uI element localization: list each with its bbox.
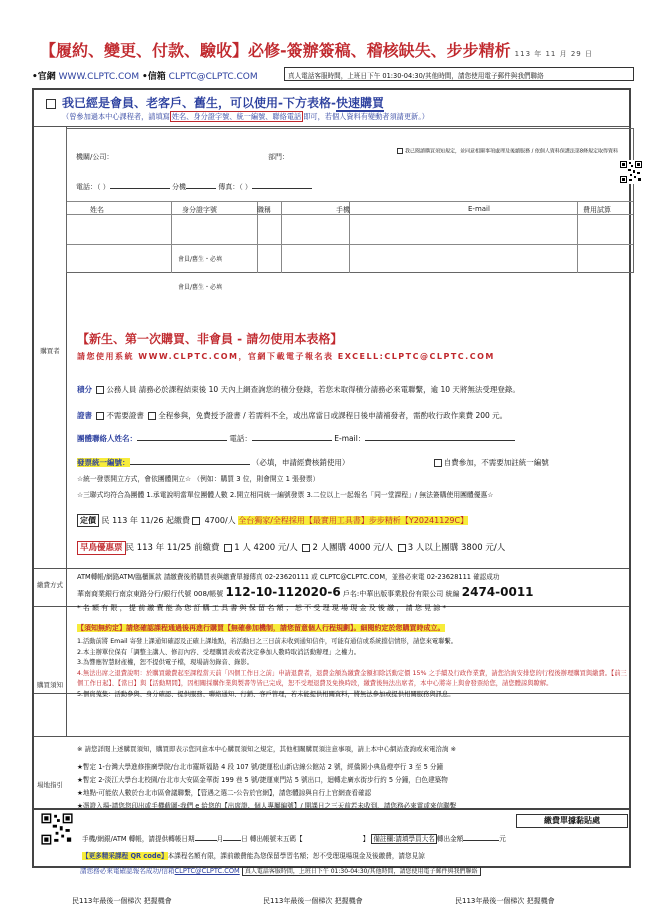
price-row: 定價 民 113 年 11/26 起繳費 4700/人 全台獨家/全程採用【最實用工具書】步步精析【Y20241129C】 (77, 515, 468, 526)
notice-list (77, 637, 627, 700)
notice-section-label: 購買須知 (37, 681, 63, 689)
venue-item: ★暫定 1-台灣大學進修推廣學院/台北市羅斯福路 4 段 107 號/捷運松山新店線公館站 2 號，經僑園小典島燈亭行 3 至 5 分鐘 (77, 763, 444, 771)
no-cert-checkbox[interactable] (96, 412, 104, 420)
new-buyer-subtitle: 請您使用系統 WWW.CLPTC.COM，官網下載電子報名表 EXCELL:CLPTC@CLPTC.COM (77, 352, 495, 361)
qr-line: 【更多精采課程 QR code】本課程名額有限，課前繳費能為您保留學習名額；恕不受理現場現金及後繳費，請您見諒 (82, 852, 425, 860)
consent-checkbox-label[interactable]: 我已閱讀購買須知規定，並同意相關事項處理及後續服務 / 依個人資料保護法第8條規定取得資料 (395, 148, 620, 162)
payment-line-3: * 名 額 有 限 ， 提 前 繳 費 能 為 您 訂 購 工 具 書 與 保 留 名 額 ； 恕 不 受 理 現 場 現 金 及 後 繳 ， 請 您 見 諒 * (77, 604, 447, 612)
venue-item: ★地點-可能依人數於台北市區會議聯繫，【管遇之選二-公告於官網】，請您體諒與自行上官網查看確認 (77, 789, 372, 797)
dept-field-label: 部門： (268, 153, 289, 161)
notice-item: 5.個資蒐集：活動參與、身分確認、提供服務、聯絡通知、行銷、客戶管理，若未能提供相關資料，將無法參加或提供相關服務與訊息。 (77, 690, 455, 698)
footer-note-2: 民113年最後一個梯次 把握機會 (263, 897, 363, 905)
org-field-label: 機關/公司： (76, 153, 114, 161)
early-1-checkbox[interactable] (224, 544, 232, 552)
venue-item: ★暫定 2-淡江大學台北校園/台北市大安區金華街 199 巷 5 號/捷運東門站 5 號出口，迴轉走廣水街步行約 5 分鐘，白色建築物 (77, 776, 448, 784)
col-mobile: 手機 (336, 206, 350, 214)
proof-title: 繳費單據黏貼處 (516, 814, 628, 828)
row-label-2: 會員/舊生・必填 (178, 284, 223, 291)
email-link[interactable]: CLPTC@CLPTC.COM (168, 72, 258, 82)
group-contact-row: 團體聯絡人姓名： 電話： E-mail： (77, 433, 515, 444)
contact-info: •官網 WWW.CLPTC.COM •信箱 CLPTC@CLPTC.COM (32, 72, 258, 82)
cert-checkbox[interactable] (148, 412, 156, 420)
col-name: 姓名 (90, 206, 104, 214)
notice-item: 1.活動前將 Email 寄發上課通知確認及正確上課地點，若活動日之三日前未收到通知信件，可能有通信或系統擋信情形，請您來電聯繫。 (77, 638, 458, 645)
buyer-section-label: 購買者 (40, 347, 60, 355)
payment-section-label: 繳費方式 (37, 581, 63, 589)
footer-note-1: 民113年最後一個梯次 把握機會 (72, 897, 172, 905)
bank-account: 112-10-112020-6 (225, 585, 341, 599)
cert-row: 證書 不需要證書 全程參與，免費授予證書 / 若需料不全，或出席當日或課程日後申請補發者，需酌收行政作業費 200 元。 (77, 411, 508, 420)
member-section-title: 我已經是會員、老客戶、舊生，可以使用-下方表格-快速購買 (46, 94, 384, 111)
notice-head: 【須知無約定】請您確認課程通過後再進行購買【無確參加機制，請您留意個人行程規劃】。細閱約定於您購買時成立。 (77, 624, 445, 632)
points-checkbox[interactable] (96, 386, 104, 394)
invoice-note-2: ☆三聯式均符合為團體 1.承電說明當單位團體人數 2.開立相同統一編號發票 3.二位以上一起報名「同一堂課程」/ 無法簽購使用團體優惠☆ (77, 491, 494, 499)
transfer-line: 手機/網銀/ATM 轉帳，請提供轉帳日期 月 日 轉出帳號末五碼【 】 備註欄:請填學員大名 轉出金額 元 (82, 835, 506, 843)
col-email: E-mail (468, 205, 490, 213)
self-pay-checkbox[interactable] (434, 459, 442, 467)
invoice-note-1: ☆統一發票開立方式，會依團體開立☆ （例如：購買 3 位，則會開立 1 張發票） (77, 475, 320, 483)
venue-list (77, 761, 627, 813)
venue-item: ★憑證入場-請您您印出或手機截圖-我們 e 給您的【出席證、個人專屬編號】/ 開課日之三天前若未收到，請您務必來電或來信聯繫 (77, 802, 457, 810)
early-bird-row: 早鳥優惠票 民 113 年 11/25 前繳費 1 人 4200 元/人 2 人團購 4000 元/人 3 人以上團購 3800 元/人 (77, 541, 505, 553)
member-note: （曾參加過本中心課程者，請填寫 姓名、身分證字號、統一編號、聯絡電話 即可，若個人資料有變動者須請更新。） (62, 112, 429, 121)
confirm-line: 請您務必來電確認報名成功/信箱CLPTC@CLPTC.COM 真人電話客服時間，上班日下午 01:30-04:30/其他時間，請您使用電子郵件與我們聯絡 (80, 865, 481, 875)
early-2-checkbox[interactable] (302, 544, 310, 552)
early-3-checkbox[interactable] (398, 544, 406, 552)
col-title: 職稱 (257, 206, 271, 214)
row-label-1: 會員/舊生・必填 (178, 256, 223, 263)
payment-line-2: 華南商業銀行南京東路分行/銀行代號 008/帳號 112-10-112020-6 戶名:中華出版事業股份有限公司 統編 2474-0011 (77, 585, 534, 599)
phone-field-label: 電話：（ ） 分機 傳真：（ ） (76, 182, 312, 192)
notice-item: 2.本主辦單位保有「調整主講人、修訂內容、受理購買表或者決定參加人數時取消活動辦理」之權力。 (77, 648, 361, 656)
footer-email-link[interactable]: CLPTC@CLPTC.COM (174, 867, 240, 875)
payment-line-1: ATM轉帳/網路ATM/臨櫃匯款 請繳費後將購買表與繳費單據傳真 02-23620111 或 CLPTC@CLPTC.COM，並務必來電 02-23628111 確認成功 (77, 573, 500, 581)
col-id: 身分證字號 (182, 206, 217, 214)
new-buyer-title: 【新生、第一次購買、非會員 - 請勿使用本表格】 (77, 332, 343, 346)
qr-code-icon (619, 160, 643, 184)
service-hours: 真人電話客服時間，上班日下午 01:30-04:30/其他時間，請您使用電子郵件與我們聯絡 (284, 67, 634, 81)
venue-section-label: 場地指引 (37, 781, 63, 789)
qr-course-link[interactable]: 【更多精采課程 QR code】 (82, 852, 168, 860)
notice-footer: ※ 請您詳閱上述購買須知，購買即表示您同意本中心購買須知之規定，其他相關購買須注意事項，請上本中心網站查詢或來電洽詢 ※ (77, 745, 457, 753)
invoice-row: 發票統一編號： （必填，申請經費核銷使用） 自費參加，不需要加註統一編號 (77, 458, 549, 467)
notice-item: 3.為響應智慧財產權，恕不提供電子檔，現場請勿錄音、錄影。 (77, 659, 254, 666)
tax-id: 2474-0011 (461, 585, 534, 599)
footer-note-3: 民113年最後一個梯次 把握機會 (455, 897, 555, 905)
points-row: 積分 公務人員 請務必於課程結束後 10 天內上網查詢您的積分登錄，若您未取得積分請務必來電聯繫，逾 10 天將無法受理登錄。 (77, 385, 520, 394)
qr-code-footer-icon (40, 812, 74, 846)
website-link[interactable]: WWW.CLPTC.COM (58, 72, 140, 82)
price-checkbox[interactable] (192, 517, 200, 525)
col-fee: 費用試算 (583, 206, 611, 214)
member-checkbox[interactable] (46, 99, 56, 109)
page-title: 【履約、變更、付款、驗收】必修-簽辦簽稿、稽核缺失、步步精析 113 年 11 月 29 日 (40, 41, 593, 60)
issue-date: 113 年 11 月 29 日 (514, 50, 593, 58)
notice-item: 4.無法出席之退費說明：於購買繳費起至課程當天前「四個工作日之前」申請退費者，退費金額為繳費金額扣除活動定價 15% 之手續及行政作業費，請您洽詢安排您的行程後辦理購買與繳費。【前三個工作日起】、【當日】與【活動期間】，因相關採購作業與製書等皆已完成，恕不受理退費及免換時段，繳費後無法出席者，本中心將寄上與會發票給您，請您體諒與瞭解。 (77, 669, 627, 687)
